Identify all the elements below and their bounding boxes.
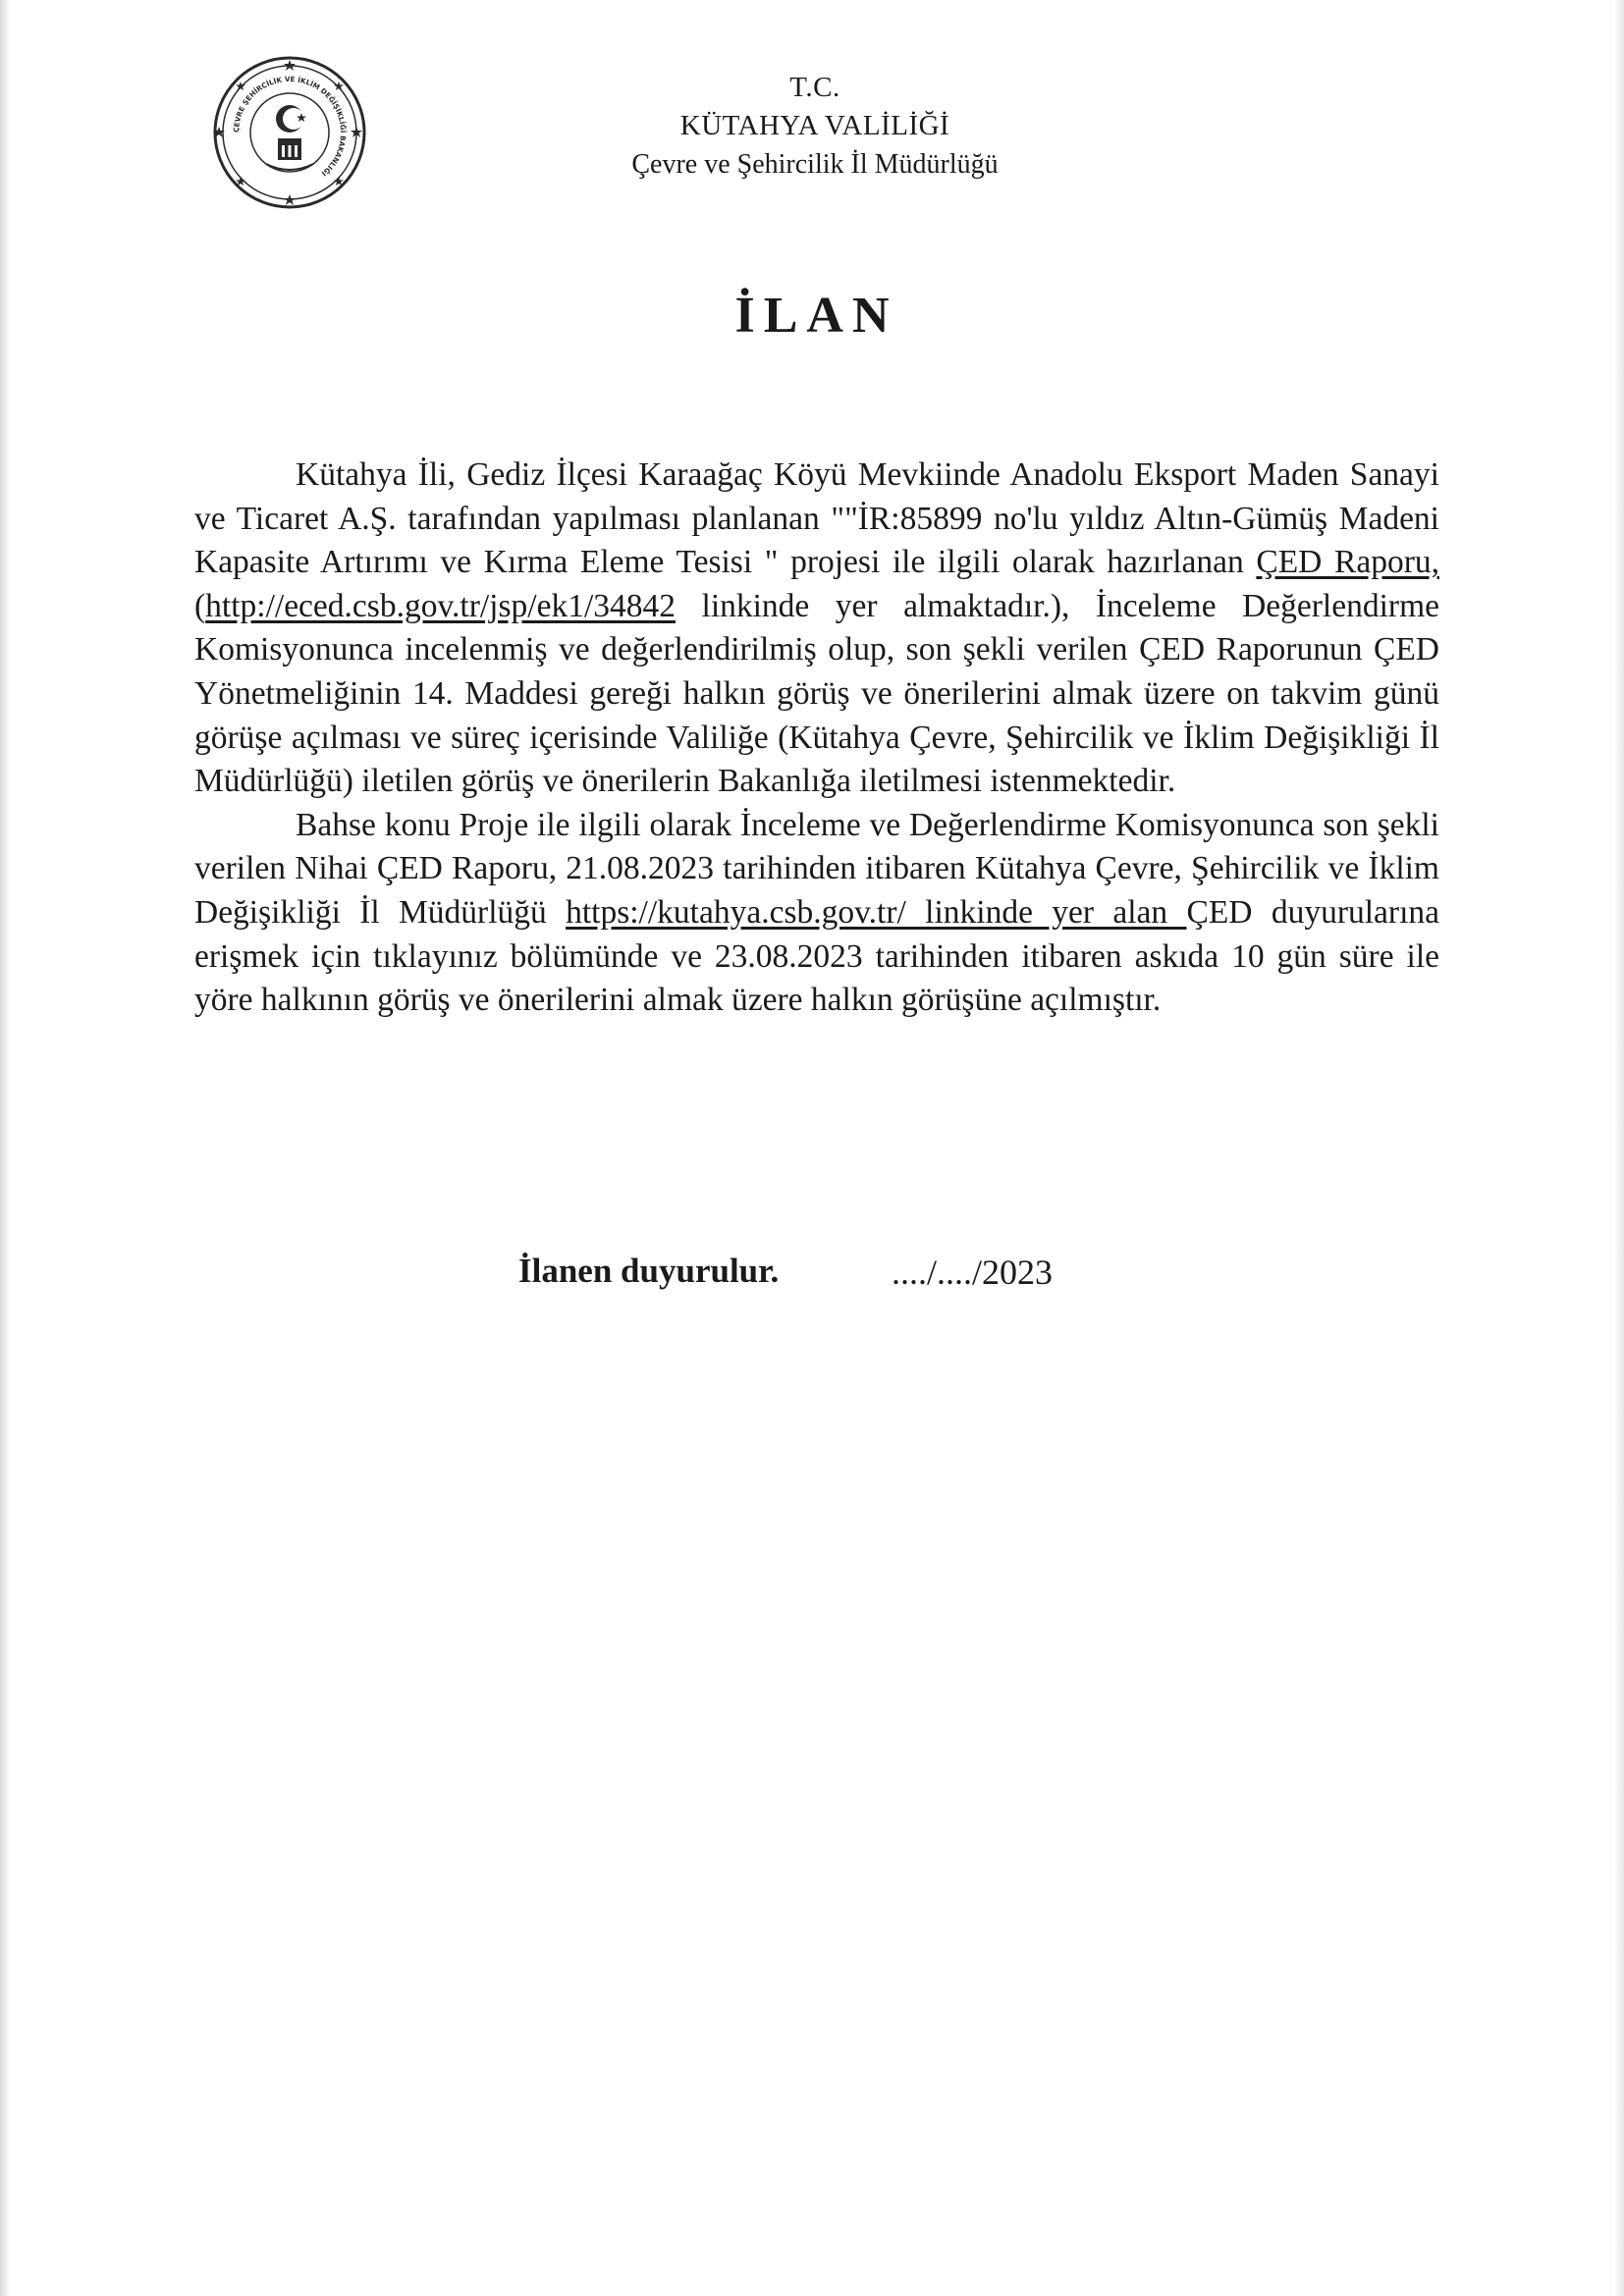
date-placeholder: ..../..../2023 xyxy=(892,1253,1054,1292)
closing-statement: İlanen duyurulur. xyxy=(518,1252,780,1290)
paragraph-2-text-b: ÇED duyurularına erişmek için tıklayınız bölümünde ve 23.08.2023 tarihinden itibaren askıda 10 gün süre ile yöre halkının görüş ve önerilerini almak üzere halkın görüşüne açılmıştır. xyxy=(194,893,1439,1019)
announcement-body xyxy=(194,454,1439,1023)
letterhead xyxy=(550,69,1080,184)
paragraph-2-text-a: Bahse konu Proje ile ilgili olarak İnceleme ve Değerlendirme Komisyonunca son şekli verilen Nihai ÇED Raporu, 21.08.2023 tarihinden itibaren Kütahya Çevre, Şehircilik ve İklim Değişikliği İl Müdürlüğü xyxy=(194,806,1439,931)
announcement-title: İLAN xyxy=(734,288,898,344)
ministry-seal-icon xyxy=(211,54,368,211)
eced-url-link[interactable]: http://eced.csb.gov.tr/jsp/ek1/34842 xyxy=(205,587,677,624)
paragraph-1-text-c: linkinde yer almaktadır.), İnceleme Değerlendirme Komisyonunca incelenmiş ve değerlendirilmiş olup, son şekli verilen ÇED Raporunun ÇED Yönetmeliğinin 14. Maddesi gereği halkın görüş ve önerilerini almak üzere on takvim günü görüşe açılması ve süreç içerisinde Valiliğe (Kütahya Çevre, Şehircilik ve İklim Değişikliği İl Müdürlüğü) iletilen görüş ve önerilerin Bakanlığa iletilmesi istenmektedir. xyxy=(194,587,1439,800)
seal-ring-text: ÇEVRE ŞEHİRCİLİK VE İKLİM DEĞİŞİKLİĞİ BAKANLIĞI xyxy=(231,74,349,179)
paragraph-1 xyxy=(194,454,1439,804)
header-directorate: Çevre ve Şehircilik İl Müdürlüğü xyxy=(631,149,999,180)
paragraph-1-text-b: ( xyxy=(194,587,206,624)
header-tc: T.C. xyxy=(789,72,840,103)
paragraph-1-text-a: Kütahya İli, Gediz İlçesi Karaağaç Köyü Mevkiinde Anadolu Eksport Maden Sanayi ve Ticaret A.Ş. tarafından yapılması planlanan ""İR:85899 no'lu yıldız Altın-Gümüş Madeni Kapasite Artırımı ve Kırma Eleme Tesisi " projesi ile ilgili olarak hazırlanan xyxy=(194,456,1439,581)
ced-report-link-text: ÇED Raporu, xyxy=(1256,544,1439,581)
paragraph-2 xyxy=(194,804,1439,1023)
header-governorship: KÜTAHYA VALİLİĞİ xyxy=(679,110,950,141)
kutahya-url-link[interactable]: https://kutahya.csb.gov.tr/ linkinde yer alan xyxy=(566,893,1187,931)
